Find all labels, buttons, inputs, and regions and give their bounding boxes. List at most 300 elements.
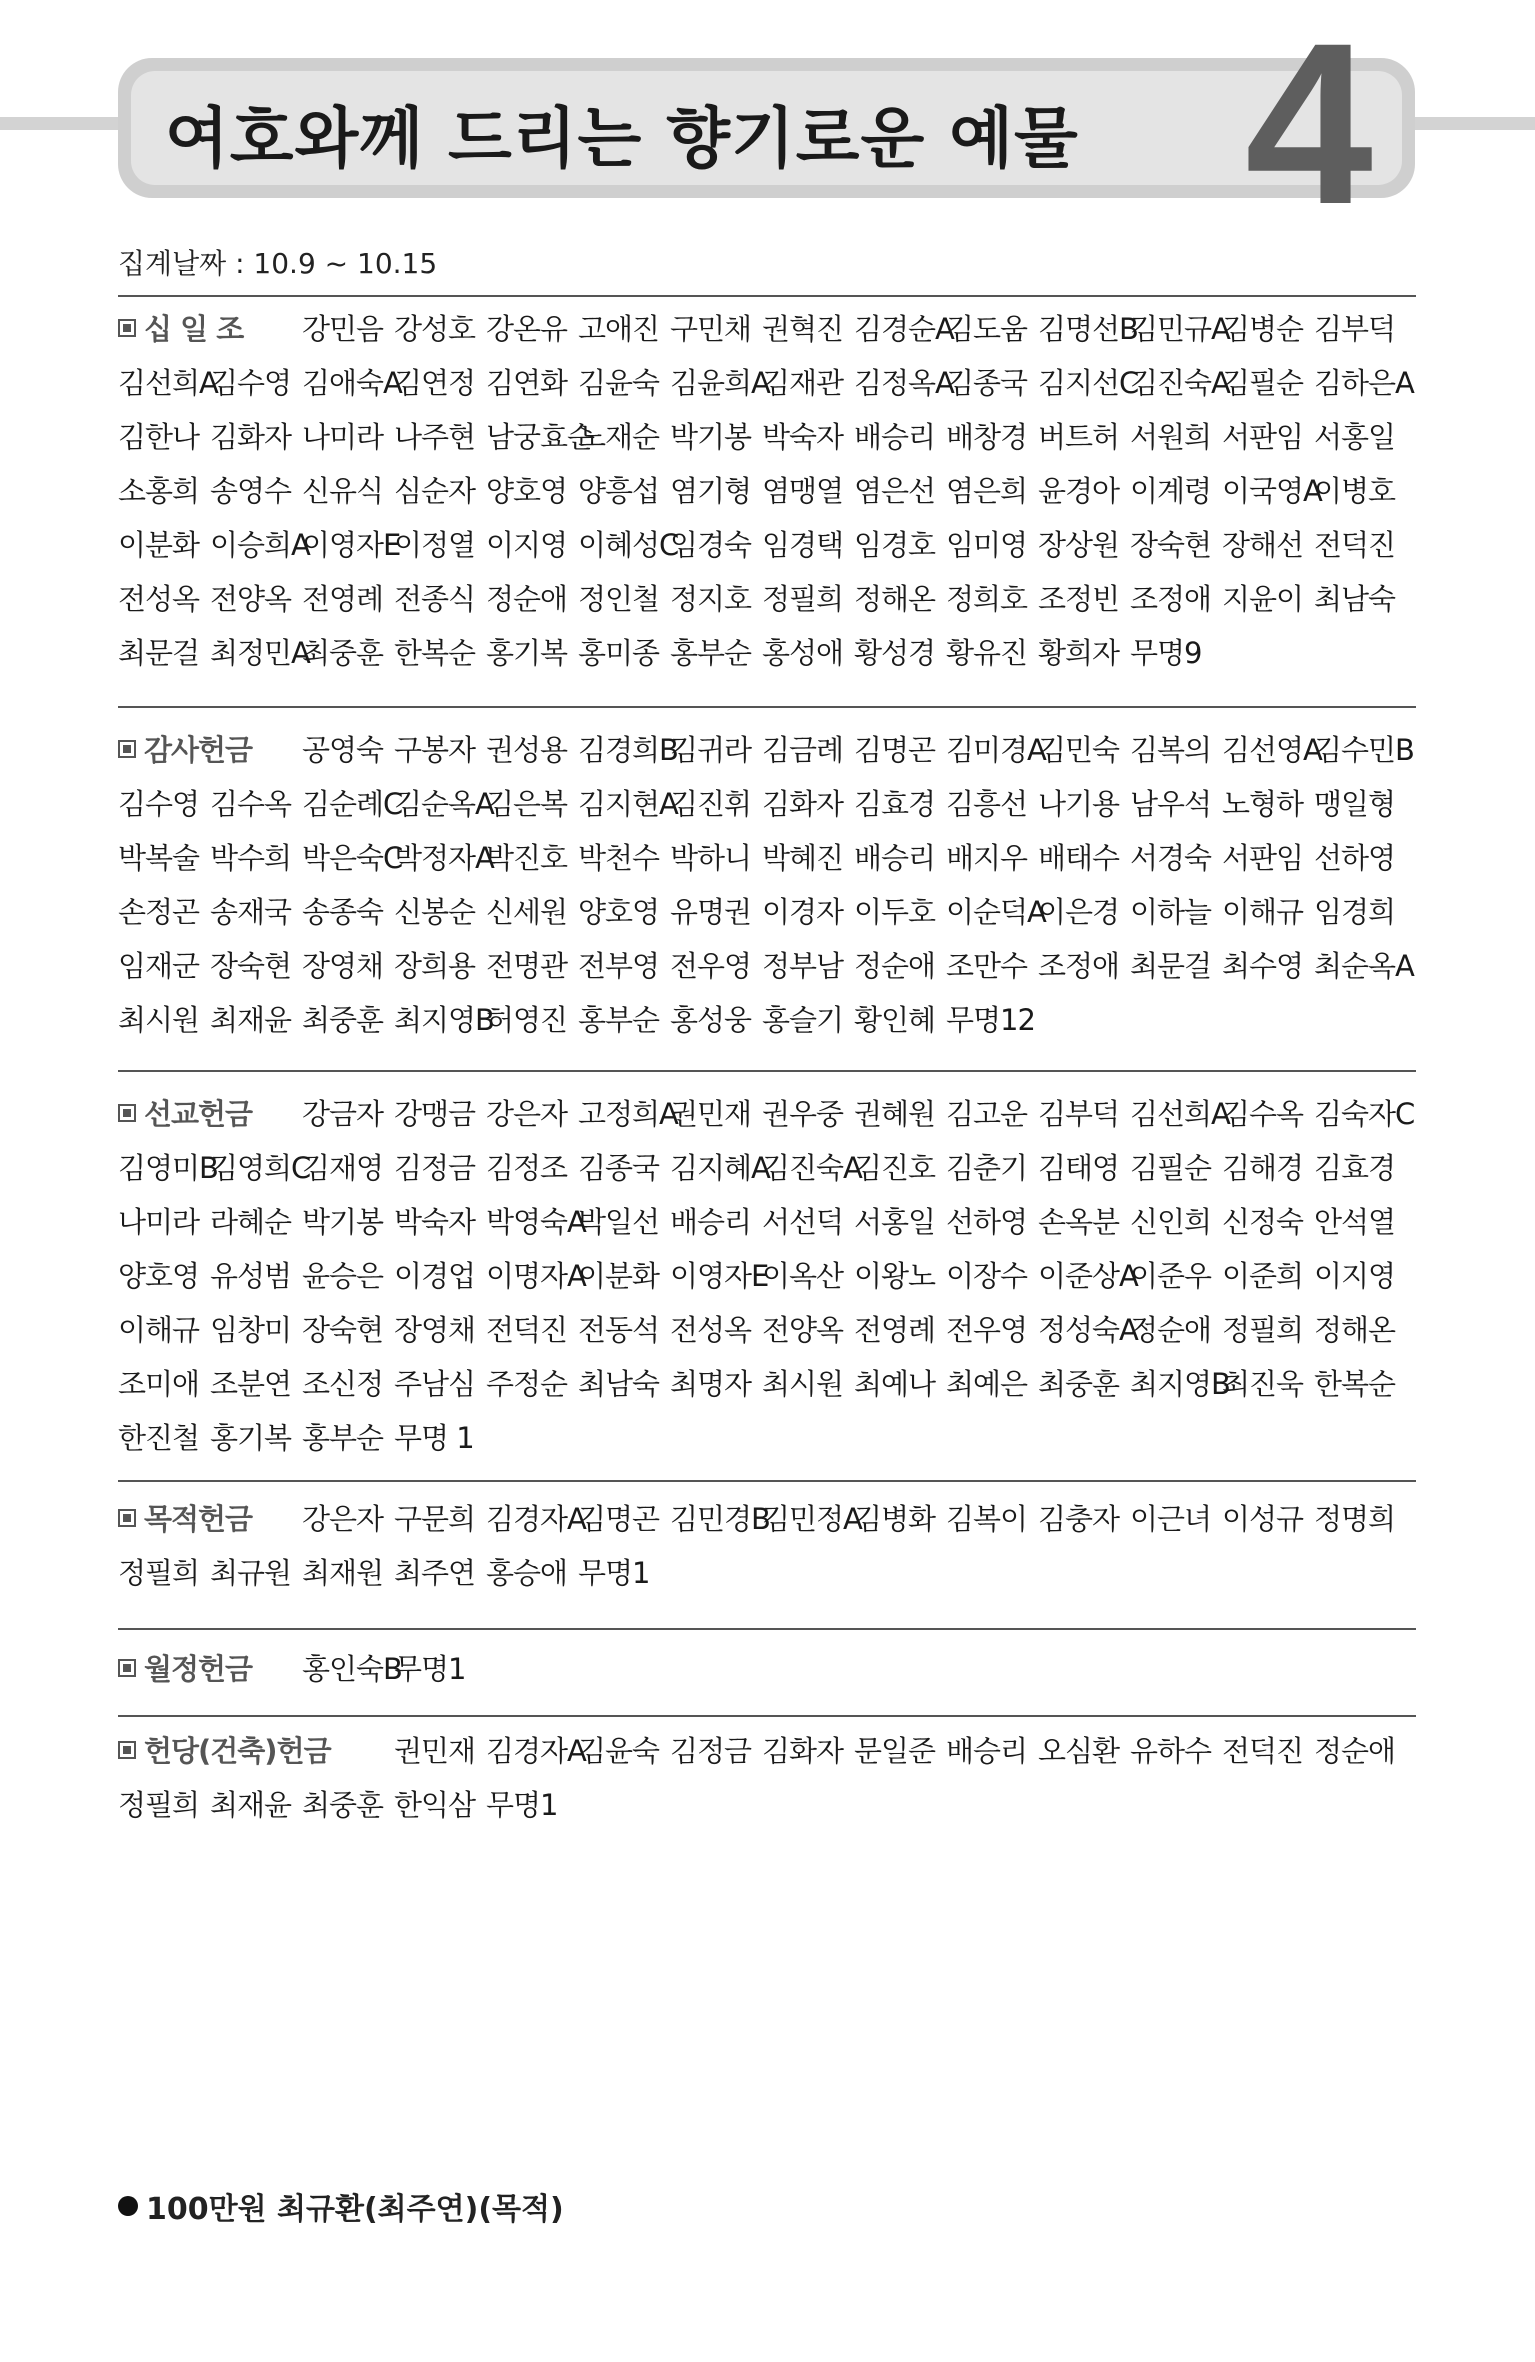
donation-note-text: 100만원 최규환(최주연)(목적) (146, 2192, 564, 2227)
donor-name: 송영수 (210, 473, 292, 508)
donor-name: 박기봉 (670, 419, 752, 454)
donor-name: 맹일형 (1314, 786, 1396, 821)
donor-name: 장영채 (302, 948, 384, 983)
donor-name: 김연정 (394, 365, 476, 400)
donor-name: 무명1 (394, 1651, 466, 1686)
donor-name: 최시원 (762, 1366, 844, 1401)
donor-name: 김재영 (302, 1150, 384, 1185)
section-designated-offering (118, 1490, 1418, 1598)
donor-name: 김재관 (762, 365, 844, 400)
donor-name: 홍승애 (486, 1555, 568, 1590)
donor-name: 김화자 (210, 419, 292, 454)
donor-name: 강은자 (302, 1501, 384, 1536)
donor-name: 최남숙 (578, 1366, 660, 1401)
donor-name: 전우영 (946, 1312, 1028, 1347)
donor-name: 신인희 (1130, 1204, 1212, 1239)
donor-name: 김화자 (762, 786, 844, 821)
donor-name: 김선영A (1222, 732, 1322, 767)
section-tithe (118, 300, 1418, 678)
donor-name: 유성범 (210, 1258, 292, 1293)
donor-name: 이준우 (1130, 1258, 1212, 1293)
donor-name: 안석열 (1314, 1204, 1396, 1239)
donor-name: 이분화 (578, 1258, 660, 1293)
donor-name: 박혜진 (762, 840, 844, 875)
donor-name: 홍부순 (302, 1420, 384, 1455)
donor-name: 김효경 (854, 786, 936, 821)
donor-name: 박일선 (578, 1204, 660, 1239)
donor-name: 나주현 (394, 419, 476, 454)
donor-name: 소홍희 (118, 473, 200, 508)
donor-name: 이은경 (1038, 894, 1120, 929)
donor-name: 신정숙 (1222, 1204, 1304, 1239)
section-monthly-offering (118, 1640, 1418, 1694)
donor-name: 조정애 (1130, 581, 1212, 616)
donor-name: 한복순 (1314, 1366, 1396, 1401)
donor-name: 김영희C (210, 1150, 311, 1185)
donor-name: 최명자 (670, 1366, 752, 1401)
donor-name: 김명곤 (578, 1501, 660, 1536)
donor-name: 김수옥 (1222, 1096, 1304, 1131)
donor-name: 권민재 (394, 1733, 476, 1768)
donor-name: 김진숙A (762, 1150, 862, 1185)
donor-name: 정지호 (670, 581, 752, 616)
donor-name: 무명1 (578, 1555, 650, 1590)
category-label (118, 728, 302, 769)
donor-name: 전양옥 (762, 1312, 844, 1347)
donor-name: 권민재 (670, 1096, 752, 1131)
donor-name: 염맹열 (762, 473, 844, 508)
name-grid (118, 1722, 1418, 1830)
donor-name: 장숙현 (210, 948, 292, 983)
checkbox-icon (118, 1509, 136, 1527)
divider (118, 295, 1416, 297)
donor-name: 전성옥 (670, 1312, 752, 1347)
donor-name: 전영례 (854, 1312, 936, 1347)
divider (118, 1628, 1416, 1630)
donor-name: 배승리 (670, 1204, 752, 1239)
donor-name: 김복이 (946, 1501, 1028, 1536)
donor-name: 홍부순 (578, 1002, 660, 1037)
checkbox-icon (118, 1104, 136, 1122)
donor-name: 강은자 (486, 1096, 568, 1131)
donor-name: 이승희A (210, 527, 310, 562)
donor-name: 김종국 (946, 365, 1028, 400)
donor-name: 김흥선 (946, 786, 1028, 821)
donor-name: 전동석 (578, 1312, 660, 1347)
donor-name: 김은복 (486, 786, 568, 821)
tally-period: 집계날짜 : 10.9 ~ 10.15 (118, 247, 438, 280)
donor-name: 이준상A (1038, 1258, 1138, 1293)
donor-name: 이계령 (1130, 473, 1212, 508)
donor-name: 김정옥A (854, 365, 954, 400)
page-title: 여호와께 드리는 향기로운 예물 (165, 100, 1079, 177)
donor-name: 이근녀 (1130, 1501, 1212, 1536)
category-text: 목적헌금 (144, 1501, 253, 1536)
divider (118, 1480, 1416, 1482)
donor-name: 정필희 (118, 1787, 200, 1822)
donor-name: 신유식 (302, 473, 384, 508)
donor-name: 정성숙A (1038, 1312, 1138, 1347)
donor-name: 양호영 (578, 894, 660, 929)
section-mission-offering (118, 1085, 1418, 1463)
donor-name: 조만수 (946, 948, 1028, 983)
donor-name: 전덕진 (1314, 527, 1396, 562)
donor-name: 정필희 (1222, 1312, 1304, 1347)
section-building-offering (118, 1722, 1418, 1830)
donor-name: 홍기복 (210, 1420, 292, 1455)
donor-name: 신세원 (486, 894, 568, 929)
donor-name: 김태영 (1038, 1150, 1120, 1185)
donor-name: 서판임 (1222, 419, 1304, 454)
donor-name: 구민채 (670, 311, 752, 346)
donor-name: 김진호 (854, 1150, 936, 1185)
donor-name: 김해경 (1222, 1150, 1304, 1185)
donor-name: 공영숙 (302, 732, 384, 767)
donor-name: 김수영 (210, 365, 292, 400)
donor-name: 조정애 (1038, 948, 1120, 983)
donor-name: 조정빈 (1038, 581, 1120, 616)
checkbox-icon (118, 319, 136, 337)
donor-name: 버트허 (1038, 419, 1120, 454)
donor-name: 김필순 (1222, 365, 1304, 400)
donor-name: 김화자 (762, 1733, 844, 1768)
donor-name: 김필순 (1130, 1150, 1212, 1185)
donation-note (118, 2184, 564, 2228)
donor-name: 홍미종 (578, 635, 660, 670)
donor-name: 권혜원 (854, 1096, 936, 1131)
category-label (118, 1092, 302, 1133)
donor-name: 이혜성C (578, 527, 679, 562)
donor-name: 이명자A (486, 1258, 586, 1293)
donor-name: 손정곤 (118, 894, 200, 929)
donor-name: 홍성웅 (670, 1002, 752, 1037)
donor-name: 최문걸 (118, 635, 200, 670)
category-label (118, 1497, 302, 1538)
donor-name: 양호영 (118, 1258, 200, 1293)
donor-name: 구봉자 (394, 732, 476, 767)
donor-name: 염은희 (946, 473, 1028, 508)
donor-name: 김도움 (946, 311, 1028, 346)
donor-name: 최정민A (210, 635, 310, 670)
donor-name: 김수민B (1314, 732, 1414, 767)
donor-name: 최재원 (302, 1555, 384, 1590)
category-label (118, 307, 302, 348)
donor-name: 나미라 (302, 419, 384, 454)
donor-name: 서선덕 (762, 1204, 844, 1239)
donor-name: 김순례C (302, 786, 403, 821)
divider (118, 706, 1416, 708)
donor-name: 최문걸 (1130, 948, 1212, 983)
donor-name: 김병화 (854, 1501, 936, 1536)
donor-name: 오심환 (1038, 1733, 1120, 1768)
donor-name: 염기형 (670, 473, 752, 508)
donor-name: 최수영 (1222, 948, 1304, 983)
donor-name: 고애진 (578, 311, 660, 346)
donor-name: 선하영 (1314, 840, 1396, 875)
category-text: 월정헌금 (144, 1651, 253, 1686)
donor-name: 임재군 (118, 948, 200, 983)
donor-name: 손옥분 (1038, 1204, 1120, 1239)
donor-name: 김경순A (854, 311, 954, 346)
category-text: 십 일 조 (144, 311, 244, 346)
donor-name: 장해선 (1222, 527, 1304, 562)
donor-name: 전종식 (394, 581, 476, 616)
donor-name: 황인혜 (854, 1002, 936, 1037)
donor-name: 박영숙A (486, 1204, 586, 1239)
donor-name: 김충자 (1038, 1501, 1120, 1536)
donor-name: 전덕진 (1222, 1733, 1304, 1768)
donor-name: 김병순 (1222, 311, 1304, 346)
donor-name: 정순애 (854, 948, 936, 983)
donor-name: 이해규 (118, 1312, 200, 1347)
donor-name: 김민경B (670, 1501, 770, 1536)
donor-name: 라혜순 (210, 1204, 292, 1239)
donor-name: 박정자A (394, 840, 494, 875)
donor-name: 송재국 (210, 894, 292, 929)
donor-name: 배승리 (946, 1733, 1028, 1768)
donor-name: 정희호 (946, 581, 1028, 616)
name-grid (118, 721, 1418, 1045)
donor-name: 박숙자 (762, 419, 844, 454)
donor-name: 이경업 (394, 1258, 476, 1293)
donor-name: 김고운 (946, 1096, 1028, 1131)
donor-name: 심순자 (394, 473, 476, 508)
donor-name: 홍기복 (486, 635, 568, 670)
donor-name: 양흥섭 (578, 473, 660, 508)
donor-name: 이하늘 (1130, 894, 1212, 929)
donor-name: 최예나 (854, 1366, 936, 1401)
donor-name: 고정희A (578, 1096, 678, 1131)
checkbox-icon (118, 740, 136, 758)
name-grid (118, 1085, 1418, 1463)
donor-name: 이국영A (1222, 473, 1322, 508)
donor-name: 최중훈 (302, 1002, 384, 1037)
donor-name: 최예은 (946, 1366, 1028, 1401)
donor-name: 김진휘 (670, 786, 752, 821)
donor-name: 김경희B (578, 732, 678, 767)
donor-name: 전덕진 (486, 1312, 568, 1347)
donor-name: 임창미 (210, 1312, 292, 1347)
donor-name: 정순애 (486, 581, 568, 616)
donor-name: 박하니 (670, 840, 752, 875)
donor-name: 이병호 (1314, 473, 1396, 508)
donor-name: 최남숙 (1314, 581, 1396, 616)
donor-name: 김수옥 (210, 786, 292, 821)
donor-name: 최시원 (118, 1002, 200, 1037)
donor-name: 박수희 (210, 840, 292, 875)
donor-name: 박진호 (486, 840, 568, 875)
donor-name: 김귀라 (670, 732, 752, 767)
donor-name: 김부덕 (1038, 1096, 1120, 1131)
page-number: 4 (1245, 0, 1373, 252)
donor-name: 최지영B (394, 1002, 494, 1037)
donor-name: 황희자 (1038, 635, 1120, 670)
checkbox-icon (118, 1659, 136, 1677)
donor-name: 최중훈 (302, 1787, 384, 1822)
donor-name: 이장수 (946, 1258, 1028, 1293)
donor-name: 최진욱 (1222, 1366, 1304, 1401)
donor-name: 나기용 (1038, 786, 1120, 821)
donor-name: 서홍일 (854, 1204, 936, 1239)
divider (118, 1070, 1416, 1072)
donor-name: 김윤희A (670, 365, 770, 400)
donor-name: 김진숙A (1130, 365, 1230, 400)
donor-name: 홍부순 (670, 635, 752, 670)
donor-name: 강민음 (302, 311, 384, 346)
donor-name: 정필희 (118, 1555, 200, 1590)
donor-name: 서원희 (1130, 419, 1212, 454)
donor-name: 전영례 (302, 581, 384, 616)
donor-name: 배지우 (946, 840, 1028, 875)
donor-name: 노재순 (578, 419, 660, 454)
donor-name: 홍성애 (762, 635, 844, 670)
donor-name: 김하은A (1314, 365, 1414, 400)
donor-name: 선하영 (946, 1204, 1028, 1239)
donor-name: 김정조 (486, 1150, 568, 1185)
donor-name: 전명관 (486, 948, 568, 983)
donor-name: 배승리 (854, 840, 936, 875)
donor-name: 송종숙 (302, 894, 384, 929)
donor-name: 홍슬기 (762, 1002, 844, 1037)
donor-name: 이준희 (1222, 1258, 1304, 1293)
donor-name: 이지영 (486, 527, 568, 562)
donor-name: 정순애 (1130, 1312, 1212, 1347)
donor-name: 최재윤 (210, 1787, 292, 1822)
donor-name: 김영미B (118, 1150, 218, 1185)
category-label (118, 1729, 394, 1770)
donor-name: 임경호 (854, 527, 936, 562)
donor-name: 서경숙 (1130, 840, 1212, 875)
name-grid (118, 1490, 1418, 1598)
donor-name: 유명권 (670, 894, 752, 929)
donor-name: 김경자A (486, 1501, 586, 1536)
donor-name: 김미경A (946, 732, 1046, 767)
donor-name: 최규원 (210, 1555, 292, 1590)
donor-name: 권혁진 (762, 311, 844, 346)
donor-name: 조신정 (302, 1366, 384, 1401)
donor-name: 김한나 (118, 419, 200, 454)
donor-name: 최주연 (394, 1555, 476, 1590)
donor-name: 임미영 (946, 527, 1028, 562)
donor-name: 조분연 (210, 1366, 292, 1401)
donor-name: 전양옥 (210, 581, 292, 616)
donor-name: 정필희 (762, 581, 844, 616)
section-thanks-offering (118, 721, 1418, 1045)
donor-name: 이성규 (1222, 1501, 1304, 1536)
donor-name: 김연화 (486, 365, 568, 400)
donor-name: 김수영 (118, 786, 200, 821)
donor-name: 김숙자C (1314, 1096, 1415, 1131)
donor-name: 황유진 (946, 635, 1028, 670)
donor-name: 이옥산 (762, 1258, 844, 1293)
donor-name: 이영자E (302, 527, 401, 562)
donor-name: 김선희A (118, 365, 218, 400)
donor-name: 전성옥 (118, 581, 200, 616)
donor-name: 홍인숙B (302, 1651, 402, 1686)
donor-name: 장영채 (394, 1312, 476, 1347)
title-banner (118, 58, 1415, 198)
donor-name: 김정금 (394, 1150, 476, 1185)
donor-name: 최재윤 (210, 1002, 292, 1037)
donor-name: 무명9 (1130, 635, 1202, 670)
donor-name: 무명 1 (394, 1420, 474, 1455)
donor-name: 전우영 (670, 948, 752, 983)
donor-name: 김순옥A (394, 786, 494, 821)
donor-name: 노형하 (1222, 786, 1304, 821)
donor-name: 무명12 (946, 1002, 1035, 1037)
donor-name: 김경자A (486, 1733, 586, 1768)
donor-name: 윤승은 (302, 1258, 384, 1293)
donor-name: 김윤숙 (578, 365, 660, 400)
donor-name: 남궁효순 (486, 419, 595, 454)
donor-name: 최중훈 (302, 635, 384, 670)
donor-name: 김춘기 (946, 1150, 1028, 1185)
donor-name: 임경숙 (670, 527, 752, 562)
donor-name: 황성경 (854, 635, 936, 670)
donor-name: 최중훈 (1038, 1366, 1120, 1401)
donor-name: 배태수 (1038, 840, 1120, 875)
donor-name: 정해온 (854, 581, 936, 616)
donor-name: 서판임 (1222, 840, 1304, 875)
donor-name: 김부덕 (1314, 311, 1396, 346)
header-left-line (0, 117, 130, 130)
donor-name: 정해온 (1314, 1312, 1396, 1347)
donor-name: 이왕노 (854, 1258, 936, 1293)
donor-name: 이분화 (118, 527, 200, 562)
donor-name: 배승리 (854, 419, 936, 454)
donor-name: 한익삼 (394, 1787, 476, 1822)
donor-name: 무명1 (486, 1787, 558, 1822)
donor-name: 남우석 (1130, 786, 1212, 821)
category-label (118, 1647, 302, 1688)
donor-name: 조미애 (118, 1366, 200, 1401)
donor-name: 나미라 (118, 1204, 200, 1239)
donor-name: 신봉순 (394, 894, 476, 929)
donor-name: 정순애 (1314, 1733, 1396, 1768)
donor-name: 권우중 (762, 1096, 844, 1131)
category-text: 선교헌금 (144, 1096, 253, 1131)
donor-name: 이지영 (1314, 1258, 1396, 1293)
donor-name: 김지현A (578, 786, 678, 821)
donor-name: 박천수 (578, 840, 660, 875)
donor-name: 김선희A (1130, 1096, 1230, 1131)
donor-name: 장상원 (1038, 527, 1120, 562)
donor-name: 김윤숙 (578, 1733, 660, 1768)
donor-name: 김복의 (1130, 732, 1212, 767)
name-grid (118, 300, 1418, 678)
donor-name: 박기봉 (302, 1204, 384, 1239)
donor-name: 김지혜A (670, 1150, 770, 1185)
donor-name: 김효경 (1314, 1150, 1396, 1185)
donor-name: 정명희 (1314, 1501, 1396, 1536)
donor-name: 양호영 (486, 473, 568, 508)
donor-name: 강맹금 (394, 1096, 476, 1131)
donor-name: 이해규 (1222, 894, 1304, 929)
donor-name: 김지선C (1038, 365, 1139, 400)
donor-name: 배창경 (946, 419, 1028, 454)
donor-name: 박은숙C (302, 840, 403, 875)
donor-name: 주남심 (394, 1366, 476, 1401)
title-banner-inner (131, 71, 1402, 185)
donor-name: 유하수 (1130, 1733, 1212, 1768)
donor-name: 임경희 (1314, 894, 1396, 929)
donor-name: 최순옥A (1314, 948, 1414, 983)
donor-name: 박숙자 (394, 1204, 476, 1239)
divider (118, 1715, 1416, 1717)
donor-name: 염은선 (854, 473, 936, 508)
donor-name: 김종국 (578, 1150, 660, 1185)
donor-name: 김명곤 (854, 732, 936, 767)
